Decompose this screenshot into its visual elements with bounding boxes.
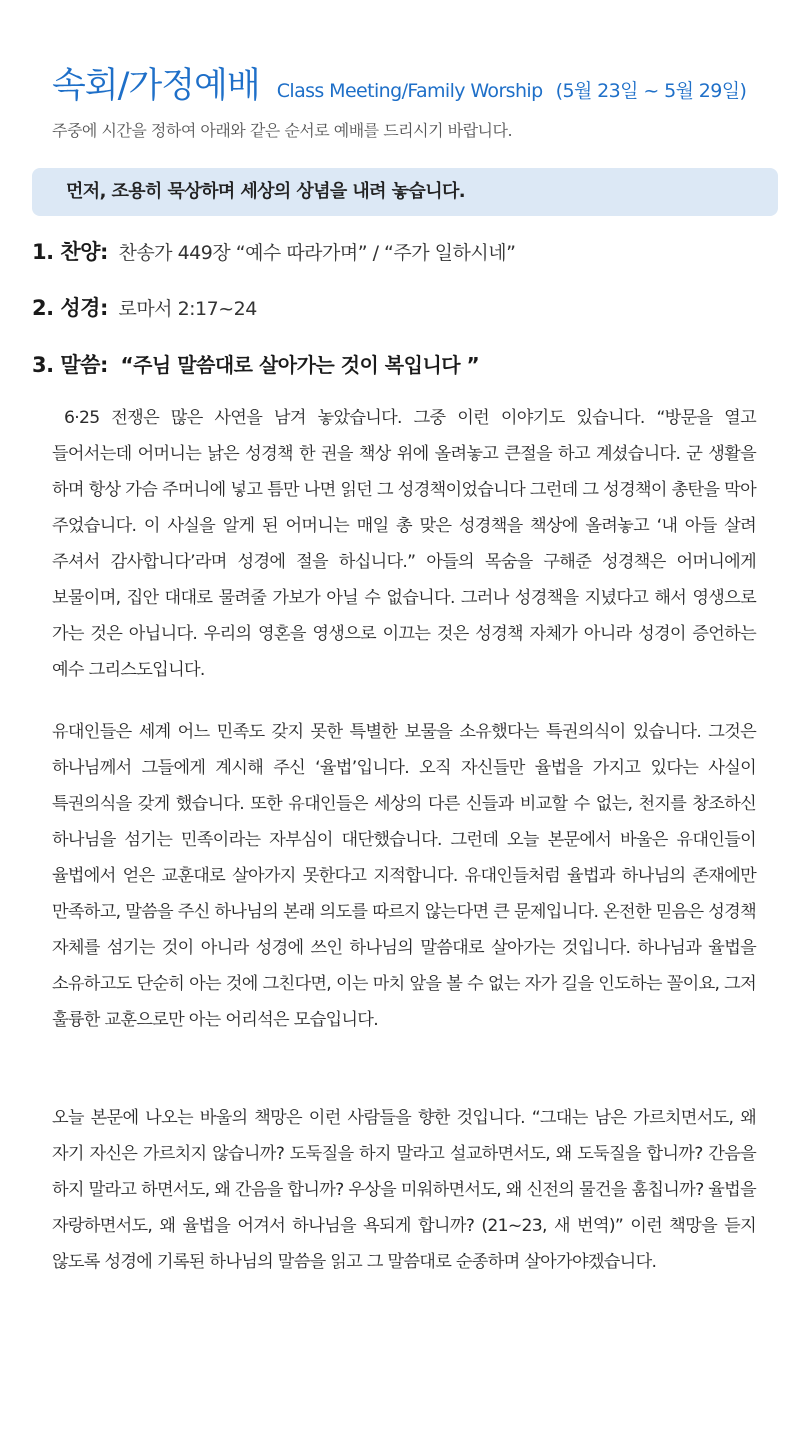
order-item-label: 2. 성경: [32,296,108,320]
page-title: 속회/가정예배 [52,66,260,106]
date-range: (5월 23일 ~ 5월 29일) [555,80,747,102]
page-header [52,58,772,108]
sermon-paragraph: 유대인들은 세계 어느 민족도 갖지 못한 특별한 보물을 소유했다는 특권의식이 있습니다. 그것은 하나님께서 그들에게 계시해 주신 ‘율법’입니다. 오직 자신들만 율법을 가지고 있다는 사실이 특권의식을 갖게 했습니다. 또한 유대인들은 세상의 다른 신들과 비교할 수 없는, 천지를 창조하신 하나님을 섬기는 민족이라는 자부심이 대단했습니다. 그런데 오늘 본문에서 바울은 유대인들이 율법에서 얻은 교훈대로 살아가지 못한다고 지적합니다. 유대인들처럼 율법과 하나님의 존재에만 만족하고, 말씀을 주신 하나님의 본래 의도를 따르지 않는다면 큰 문제입니다. 온전한 믿음은 성경책 자체를 섬기는 것이 아니라 성경에 쓰인 하나님의 말씀대로 살아가는 것입니다. 하나님과 율법을 소유하고도 단순히 아는 것에 그친다면, 이는 마치 앞을 볼 수 없는 자가 길을 인도하는 꼴이요, 그저 훌륭한 교훈으로만 아는 어리석은 모습입니다. [52,722,756,1030]
sermon-title: “주님 말씀대로 살아가는 것이 복입니다 ” [120,353,480,377]
page-title-english: Class Meeting/Family Worship [276,80,543,102]
order-item-sermon [32,349,479,379]
order-item-hymn [32,236,515,266]
order-item-text: 찬송가 449장 “예수 따라가며” / “주가 일하시네” [118,242,516,264]
order-item-scripture [32,292,257,322]
meditation-banner: 먼저, 조용히 묵상하며 세상의 상념을 내려 놓습니다. [32,168,778,216]
page-subtitle: 주중에 시간을 정하여 아래와 같은 순서로 예배를 드리시기 바랍니다. [52,121,513,140]
sermon-paragraph: 오늘 본문에 나오는 바울의 책망은 이런 사람들을 향한 것입니다. “그대는 남은 가르치면서도, 왜 자기 자신은 가르치지 않습니까? 도둑질을 하지 말라고 설교하면서도, 왜 도둑질을 합니까? 간음을 하지 말라고 하면서도, 왜 간음을 합니까? 우상을 미워하면서도, 왜 신전의 물건을 훔칩니까? 율법을 자랑하면서도, 왜 율법을 어겨서 하나님을 욕되게 합니까? (21~23, 새 번역)” 이런 책망을 듣지 않도록 성경에 기록된 하나님의 말씀을 읽고 그 말씀대로 순종하며 살아가야겠습니다. [52,1108,756,1272]
sermon-paragraph: 6·25 전쟁은 많은 사연을 남겨 놓았습니다. 그중 이런 이야기도 있습니다. “방문을 열고 들어서는데 어머니는 낡은 성경책 한 권을 책상 위에 올려놓고 큰절을 하고 계셨습니다. 군 생활을 하며 항상 가슴 주머니에 넣고 틈만 나면 읽던 그 성경책이었습니다 그런데 그 성경책이 총탄을 막아 주었습니다. 이 사실을 알게 된 어머니는 매일 총 맞은 성경책을 책상에 올려놓고 ‘내 아들 살려 주셔서 감사합니다’라며 성경에 절을 하십니다.” 아들의 목숨을 구해준 성경책은 어머니에게 보물이며, 집안 대대로 물려줄 가보가 아닐 수 없습니다. 그러나 성경책을 지녔다고 해서 영생으로 가는 것은 아닙니다. 우리의 영혼을 영생으로 이끄는 것은 성경책 자체가 아니라 성경이 증언하는 예수 그리스도입니다. [52,408,756,680]
order-item-text: 로마서 2:17~24 [118,298,257,320]
order-item-label: 3. 말씀: [32,353,108,377]
order-item-label: 1. 찬양: [32,240,108,264]
